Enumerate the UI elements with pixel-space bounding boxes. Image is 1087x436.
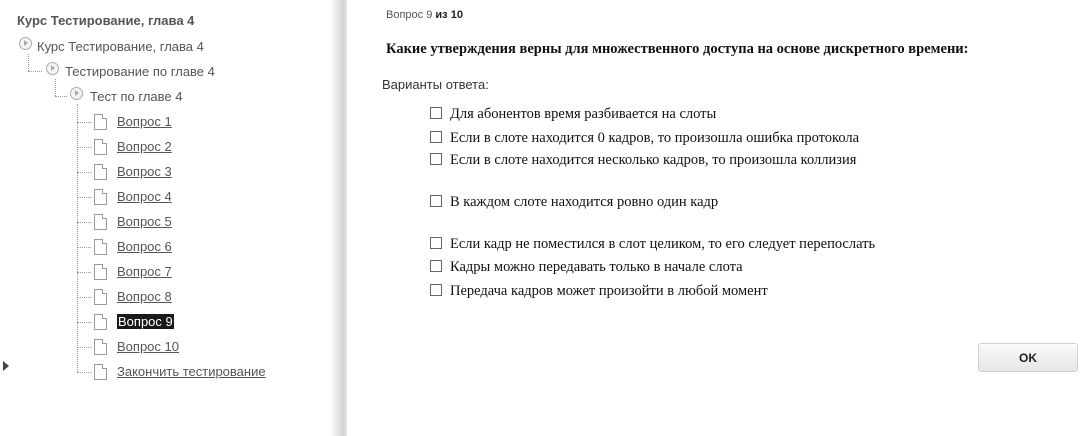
page-icon [94, 364, 107, 380]
tree-connector [77, 272, 91, 273]
panel-splitter[interactable] [343, 0, 347, 436]
tree-node-chapter[interactable]: Тестирование по главе 4 [65, 64, 215, 79]
answer-checkbox[interactable] [430, 131, 442, 143]
expand-node-icon[interactable] [46, 62, 59, 75]
page-icon [94, 214, 107, 230]
tree-connector [55, 79, 56, 96]
answer-option-4[interactable] [430, 194, 718, 211]
question-link-4[interactable]: Вопрос 4 [117, 189, 172, 204]
tree-node-test[interactable]: Тест по главе 4 [90, 89, 183, 104]
tree-connector [77, 322, 91, 323]
question-text: Какие утверждения верны для множественного доступа на основе дискретного времени: [386, 41, 969, 57]
tree-connector [77, 197, 91, 198]
answer-label: Передача кадров может произойти в любой момент [450, 283, 768, 299]
question-link-1[interactable]: Вопрос 1 [117, 114, 172, 129]
answer-label: В каждом слоте находится ровно один кадр [450, 194, 719, 210]
question-link-7[interactable]: Вопрос 7 [117, 264, 172, 279]
page-icon [94, 164, 107, 180]
question-link-6[interactable]: Вопрос 6 [117, 239, 172, 254]
tree-connector [77, 372, 91, 373]
answer-checkbox[interactable] [430, 284, 442, 296]
question-link-5[interactable]: Вопрос 5 [117, 214, 172, 229]
page-icon [94, 339, 107, 355]
answer-checkbox[interactable] [430, 237, 442, 249]
tree-connector [77, 172, 91, 173]
answer-option-1[interactable] [430, 106, 716, 123]
answer-checkbox[interactable] [430, 107, 442, 119]
panel-shadow [330, 0, 343, 436]
finish-test-link[interactable]: Закончить тестирование [117, 364, 266, 379]
page-icon [94, 314, 107, 330]
page-icon [94, 239, 107, 255]
tree-connector [77, 122, 91, 123]
question-counter [386, 9, 463, 21]
ok-button[interactable]: OK [978, 343, 1078, 372]
tree-connector [55, 96, 67, 97]
counter-prefix: Вопрос [386, 9, 424, 21]
counter-of: из [435, 9, 448, 21]
tree-connector [77, 297, 91, 298]
tree-connector [77, 222, 91, 223]
tree-node-course[interactable]: Курс Тестирование, глава 4 [37, 39, 204, 54]
answer-option-2[interactable] [430, 130, 859, 147]
answer-label: Если кадр не поместился в слот целиком, то его следует перепослать [450, 236, 876, 252]
tree-connector [28, 71, 42, 72]
answer-label: Для абонентов время разбивается на слоты [450, 106, 717, 122]
answer-option-7[interactable] [430, 283, 768, 300]
page-icon [94, 289, 107, 305]
tree-connector [77, 347, 91, 348]
question-link-2[interactable]: Вопрос 2 [117, 139, 172, 154]
page-icon [94, 139, 107, 155]
counter-total: 10 [450, 9, 463, 21]
tree-connector [77, 247, 91, 248]
page-icon [94, 264, 107, 280]
answers-label: Варианты ответа: [382, 77, 489, 92]
answer-checkbox[interactable] [430, 195, 442, 207]
page-icon [94, 189, 107, 205]
question-link-9-current[interactable]: Вопрос 9 [118, 314, 173, 329]
collapse-panel-icon[interactable] [3, 361, 9, 371]
question-link-10[interactable]: Вопрос 10 [117, 339, 179, 354]
tree-connector [77, 147, 91, 148]
tree-connector [77, 104, 78, 372]
answer-label: Кадры можно передавать только в начале слота [450, 259, 743, 275]
answer-option-3[interactable] [430, 152, 856, 169]
answer-option-5[interactable] [430, 236, 875, 253]
tree-connector [28, 54, 29, 71]
course-tree-panel [0, 0, 343, 436]
page-icon [94, 114, 107, 130]
counter-current: 9 [426, 9, 433, 21]
expand-node-icon[interactable] [19, 37, 32, 50]
answer-checkbox[interactable] [430, 260, 442, 272]
answer-checkbox[interactable] [430, 153, 442, 165]
answer-label: Если в слоте находится 0 кадров, то произошла ошибка протокола [450, 130, 860, 146]
tree-title: Курс Тестирование, глава 4 [17, 13, 195, 28]
answer-label: Если в слоте находится несколько кадров, то произошла коллизия [450, 152, 857, 168]
expand-node-icon[interactable] [70, 87, 83, 100]
answer-option-6[interactable] [430, 259, 743, 276]
question-link-3[interactable]: Вопрос 3 [117, 164, 172, 179]
question-link-8[interactable]: Вопрос 8 [117, 289, 172, 304]
